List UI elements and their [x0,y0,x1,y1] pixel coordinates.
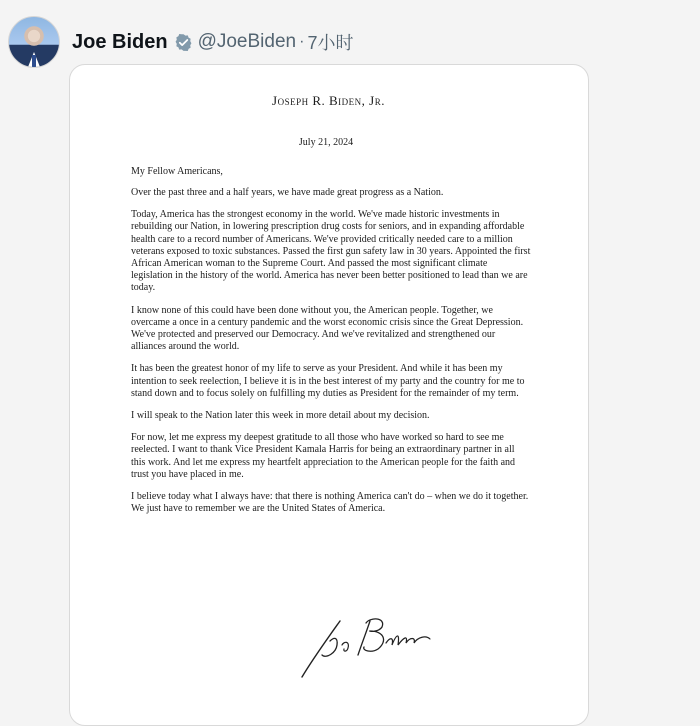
verified-badge-icon [174,33,193,52]
post-timestamp[interactable]: 7小时 [307,33,354,53]
author-name[interactable]: Joe Biden [72,30,168,53]
signature [300,615,440,685]
letter-paragraph: I will speak to the Nation later this week in more detail about my decision. [131,410,430,422]
letter-paragraph: I believe today what I always have: that there is nothing America can't do – when we do it together. We just have to remember we are the United States of America. [131,491,529,515]
avatar[interactable] [8,16,60,68]
letter [131,93,531,515]
letter-paragraph: Today, America has the strongest economy in the world. We've made historic investments in rebuilding our Nation, in lowering prescription drug costs for seniors, and in expanding affordable health care to a record number of Americans. We've provided critically needed care to a million veterans exposed to toxic substances. Passed the first gun safety law in 30 years. Appointed the first African American woman to the Supreme Court. And passed the most significant climate legislation in the history of the world. America has never been better positioned to lead than we are today. [131,209,531,294]
post-header [8,16,353,68]
letter-paragraph: I know none of this could have been done without you, the American people. Together, we overcame a once in a century pandemic and the worst economic crisis since the Great Depression. We've protected and preserved our Democracy. And we've revitalized and strengthened our alliances around the world. [131,304,524,353]
letter-greeting: My Fellow Americans, [131,166,223,177]
letter-paragraph: For now, let me express my deepest gratitude to all those who have worked so hard to see me reelected. I want to thank Vice President Kamala Harris for being an extraordinary partner in all this work. And let me express my heartfelt appreciation to the American people for the faith and trust you have placed in me. [131,432,516,480]
letter-paragraph: Over the past three and a half years, we have made great progress as a Nation. [131,187,444,198]
letterhead: Joseph R. Biden, Jr. [272,93,385,108]
letter-paragraph: It has been the greatest honor of my life to serve as your President. And while it has been my intention to seek reelection, I believe it is in the best interest of my party and the country for me to stand down and to focus solely on fulfilling my duties as President for the remainder of my term. [131,363,525,399]
post-meta [72,29,353,55]
avatar-tie [32,55,36,67]
attached-image[interactable] [69,64,589,726]
letter-date: July 21, 2024 [298,137,354,148]
meta-separator: · [299,33,305,50]
author-handle[interactable]: @JoeBiden [197,31,297,52]
